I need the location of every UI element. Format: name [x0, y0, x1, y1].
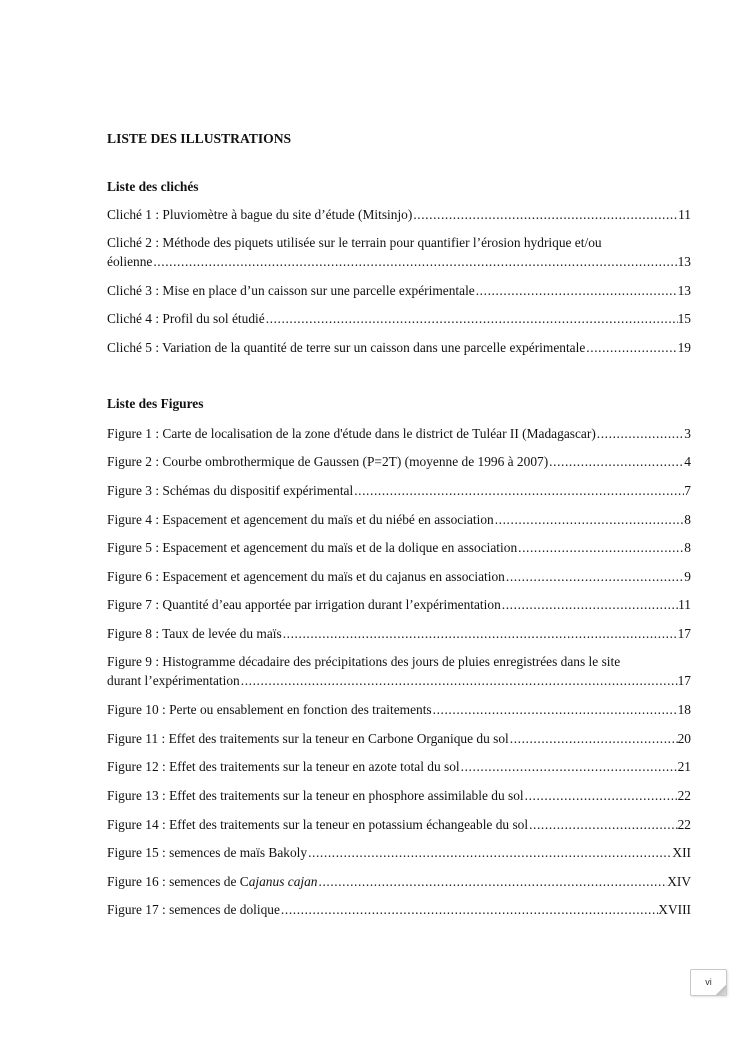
- toc-entry-text: Cliché 1 : Pluviomètre à bague du site d’étude (Mitsinjo): [107, 207, 413, 222]
- toc-entry-text: Figure 12 : Effet des traitements sur la teneur en azote total du sol: [107, 759, 460, 774]
- toc-entry-figure-11[interactable]: [107, 729, 691, 748]
- toc-entry-cliche-4[interactable]: [107, 309, 691, 328]
- toc-entry-text: Figure 13 : Effet des traitements sur la teneur en phosphore assimilable du sol: [107, 788, 524, 803]
- toc-page-number: 22: [677, 817, 691, 832]
- toc-page-number: 21: [677, 759, 691, 774]
- toc-entry-text: Cliché 5 : Variation de la quantité de terre sur un caisson dans une parcelle expérimentale: [107, 340, 586, 355]
- toc-dot-leader: [240, 671, 678, 690]
- toc-entry-text: [107, 872, 318, 891]
- toc-dot-leader: [528, 815, 678, 834]
- toc-page-number: XIV: [667, 874, 691, 889]
- toc-page-number: XVIII: [658, 902, 691, 917]
- toc-entry-text-line1: Cliché 2 : Méthode des piquets utilisée sur le terrain pour quantifier l’érosion hydrique et/ou: [107, 235, 602, 250]
- toc-entry-figure-12[interactable]: [107, 757, 691, 776]
- toc-dot-leader: [596, 424, 685, 443]
- toc-entry-text: Figure 3 : Schémas du dispositif expérimental: [107, 483, 354, 498]
- toc-dot-leader: [505, 567, 684, 586]
- toc-dot-leader: [353, 481, 684, 500]
- section-heading-cliches: Liste des clichés: [107, 179, 199, 194]
- toc-entry-text-italic: ajanus cajan: [248, 874, 318, 889]
- section-heading-figures: Liste des Figures: [107, 396, 204, 411]
- toc-entry-text: durant l’expérimentation: [107, 673, 240, 688]
- toc-entry-text: Figure 11 : Effet des traitements sur la teneur en Carbone Organique du sol: [107, 731, 509, 746]
- toc-entry-figure-5[interactable]: [107, 538, 691, 557]
- toc-dot-leader: [282, 624, 678, 643]
- toc-entry-figure-15[interactable]: [107, 843, 691, 862]
- toc-entry-figure-14[interactable]: [107, 815, 691, 834]
- toc-dot-leader: [548, 452, 684, 471]
- toc-page-number: 4: [684, 454, 691, 469]
- toc-page-number: 3: [684, 426, 691, 441]
- toc-entry-figure-6[interactable]: [107, 567, 691, 586]
- toc-page-number: 13: [677, 283, 691, 298]
- toc-entry-figure-9[interactable]: [107, 652, 691, 690]
- toc-page-number: 7: [684, 483, 691, 498]
- toc-entry-figure-1[interactable]: [107, 424, 691, 443]
- toc-dot-leader: [280, 900, 658, 919]
- toc-page-number: 15: [677, 311, 691, 326]
- toc-entry-text: Figure 6 : Espacement et agencement du maïs et du cajanus en association: [107, 569, 505, 584]
- toc-entry-figure-13[interactable]: [107, 786, 691, 805]
- toc-page-number: 22: [677, 788, 691, 803]
- toc-entry-figure-4[interactable]: [107, 510, 691, 529]
- toc-dot-leader: [152, 252, 677, 271]
- toc-page-number: 11: [678, 207, 691, 222]
- page-title: LISTE DES ILLUSTRATIONS: [107, 131, 292, 146]
- toc-page-number: 17: [677, 673, 691, 688]
- toc-dot-leader: [517, 538, 684, 557]
- toc-entry-text: Figure 15 : semences de maïs Bakoly: [107, 845, 308, 860]
- toc-dot-leader: [412, 205, 678, 224]
- toc-page-number: 9: [684, 569, 691, 584]
- page-number-badge: [690, 969, 727, 996]
- toc-page-number: 8: [684, 540, 691, 555]
- toc-page-number: 19: [677, 340, 691, 355]
- toc-dot-leader: [318, 872, 668, 891]
- toc-entry-text: Figure 2 : Courbe ombrothermique de Gaussen (P=2T) (moyenne de 1996 à 2007): [107, 454, 549, 469]
- toc-entry-cliche-3[interactable]: [107, 281, 691, 300]
- toc-entry-text: Cliché 3 : Mise en place d’un caisson sur une parcelle expérimentale: [107, 283, 475, 298]
- toc-entry-cliche-1[interactable]: [107, 205, 691, 224]
- toc-entry-text: Figure 7 : Quantité d’eau apportée par irrigation durant l’expérimentation: [107, 597, 501, 612]
- toc-entry-figure-7[interactable]: [107, 595, 691, 614]
- toc-dot-leader: [432, 700, 678, 719]
- toc-entry-figure-2[interactable]: [107, 452, 691, 471]
- toc-entry-text-line1: Figure 9 : Histogramme décadaire des précipitations des jours de pluies enregistrées dans le site: [107, 654, 621, 669]
- toc-entry-figure-16[interactable]: [107, 872, 691, 891]
- toc-entry-figure-3[interactable]: [107, 481, 691, 500]
- toc-entry-text: Figure 10 : Perte ou ensablement en fonction des traitements: [107, 702, 432, 717]
- toc-entry-cliche-5[interactable]: [107, 338, 691, 357]
- toc-dot-leader: [585, 338, 677, 357]
- page-number: vi: [705, 977, 712, 987]
- toc-dot-leader: [460, 757, 678, 776]
- toc-page-number: 18: [677, 702, 691, 717]
- toc-page-number: 8: [684, 512, 691, 527]
- toc-dot-leader: [494, 510, 685, 529]
- toc-entry-text: Figure 14 : Effet des traitements sur la teneur en potassium échangeable du sol: [107, 817, 529, 832]
- toc-entry-text-prefix: Figure 16 : semences de C: [107, 874, 249, 889]
- toc-entry-text: éolienne: [107, 254, 153, 269]
- toc-entry-text: Figure 8 : Taux de levée du maïs: [107, 626, 282, 641]
- toc-dot-leader: [524, 786, 678, 805]
- toc-entry-figure-17[interactable]: [107, 900, 691, 919]
- toc-entry-text: Figure 5 : Espacement et agencement du maïs et de la dolique en association: [107, 540, 518, 555]
- toc-dot-leader: [509, 729, 678, 748]
- toc-dot-leader: [501, 595, 678, 614]
- toc-entry-figure-8[interactable]: [107, 624, 691, 643]
- toc-entry-text: Cliché 4 : Profil du sol étudié: [107, 311, 265, 326]
- toc-dot-leader: [307, 843, 672, 862]
- toc-entry-figure-10[interactable]: [107, 700, 691, 719]
- page-curl-icon: [715, 984, 727, 996]
- toc-dot-leader: [475, 281, 678, 300]
- toc-page-number: 20: [677, 731, 691, 746]
- toc-page-number: XII: [672, 845, 691, 860]
- toc-dot-leader: [265, 309, 678, 328]
- toc-entry-text: Figure 17 : semences de dolique: [107, 902, 280, 917]
- toc-page-number: 13: [677, 254, 691, 269]
- toc-page-number: 11: [678, 597, 691, 612]
- toc-entry-text: Figure 1 : Carte de localisation de la zone d'étude dans le district de Tuléar II (Madagascar): [107, 426, 596, 441]
- toc-entry-cliche-2[interactable]: [107, 233, 691, 271]
- toc-page-number: 17: [677, 626, 691, 641]
- toc-entry-text: Figure 4 : Espacement et agencement du maïs et du niébé en association: [107, 512, 494, 527]
